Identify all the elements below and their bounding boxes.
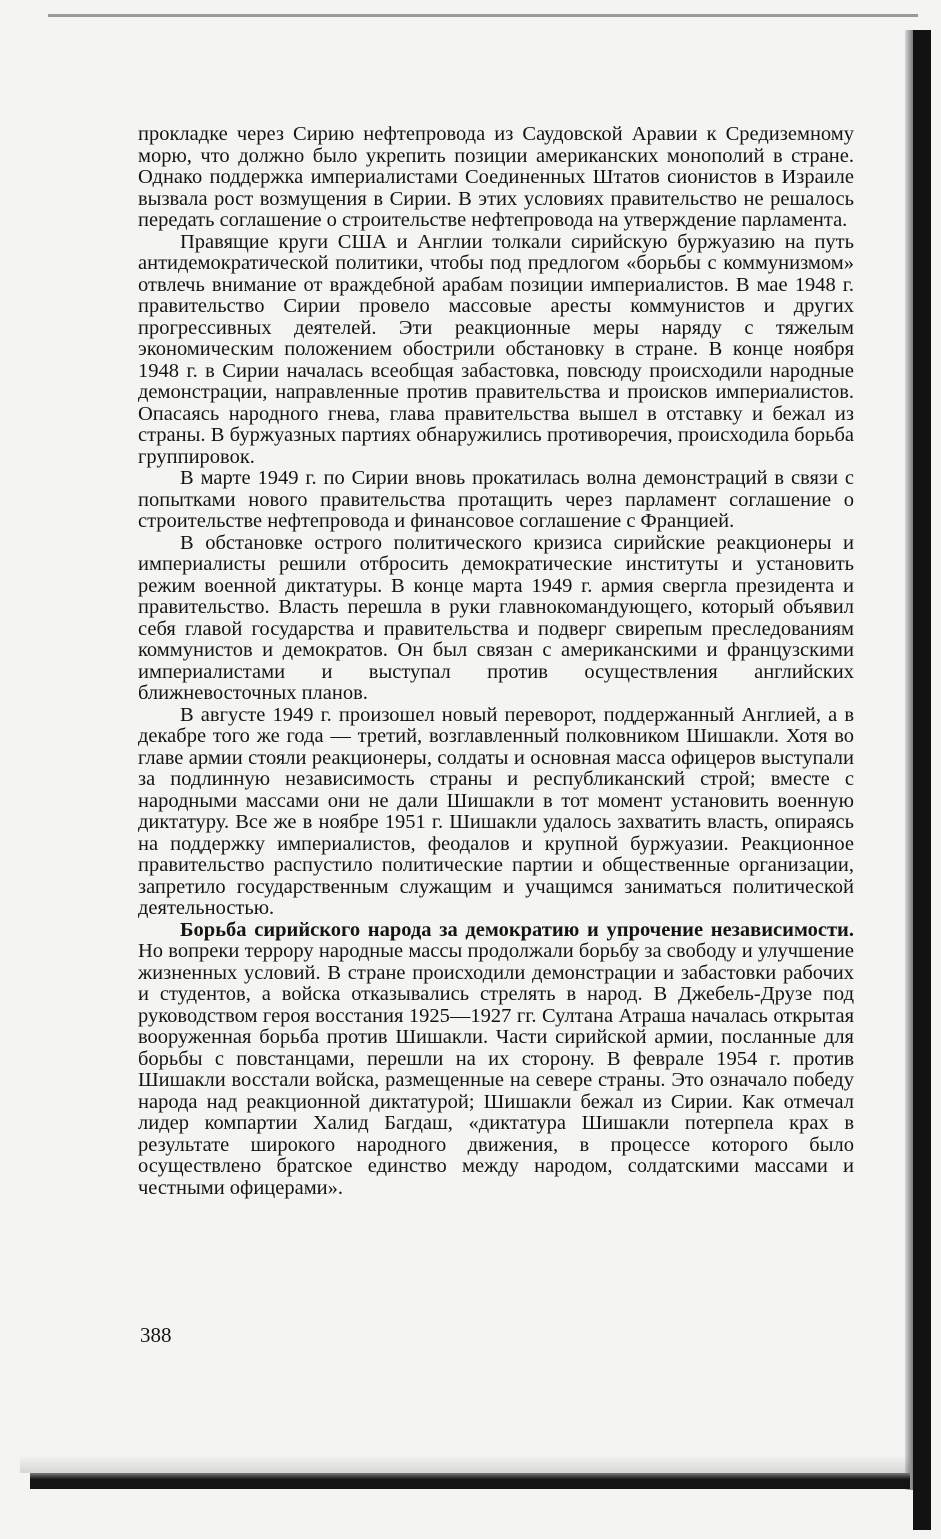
section-heading: Борьба сирийского народа за демократию и упрочение независимости. (180, 918, 854, 941)
page-bottom-shadow (20, 1455, 910, 1473)
paragraph-military-dictatorship: В обстановке острого политического кризиса сирийские реакционеры и империалисты решили отбросить демократические институты и установить режим военной диктатуры. В конце марта 1949 г. армия свергла президента и правительство. Власть перешла в руки главнокомандующего, который объявил себя главой государства и правительства и подверг свирепым преследованиям коммунистов и демократов. Он был связан с американскими и французскими империалистами и выступал против осуществления английских ближневосточных планов. (138, 531, 854, 704)
paragraph-usa-england-policy: Правящие круги США и Англии толкали сирийскую буржуазию на путь антидемократической политики, чтобы под предлогом «борьбы с коммунизмом» отвлечь внимание от враждебной арабам позиции империалистов. В мае 1948 г. правительство Сирии провело массовые аресты коммунистов и других прогрессивных деятелей. Эти реакционные меры наряду с тяжелым экономическим положением обострили обстановку в стране. В конце ноября 1948 г. в Сирии началась всеобщая забастовка, повсюду происходили народные демонстрации, направленные против правительства и происков империалистов. Опасаясь народного гнева, глава правительства вышел в отставку и бежал из страны. В буржуазных партиях обнаружились противоречия, происходила борьба группировок. (138, 230, 854, 468)
page-right-gutter (905, 30, 913, 1490)
paragraph-continuation: прокладке через Сирию нефтепровода из Саудовской Аравии к Средиземному морю, что должно было укрепить позиции американских монополий в стране. Однако поддержка империалистами Соединенных Штатов сионистов в Израиле вызвала рост возмущения в Сирии. В этих условиях правительство не решалось передать соглашение о строительстве нефтепровода на утверждение парламента. (138, 123, 854, 231)
paragraph-march-1949-demonstrations: В марте 1949 г. по Сирии вновь прокатилась волна демонстраций в связи с попытками нового правительства протащить через парламент соглашение о строительстве нефтепровода и финансовое соглашение с Францией. (138, 467, 854, 532)
paragraph-shishakli-coups: В августе 1949 г. произошел новый переворот, поддержанный Англией, а в декабре того же года — третий, возглавленный полковником Шишакли. Хотя во главе армии стояли реакционеры, солдаты и основная масса офицеров выступали за подлинную независимость страны и республиканский строй; вместе с народными массами они не дали Шишакли в тот момент установить военную диктатуру. Все же в ноябре 1951 г. Шишакли удалось захватить власть, опираясь на поддержку империалистов, феодалов и крупной буржуазии. Реакционное правительство распустило политические партии и общественные организации, запретило государственным служащим и учащимся заниматься политической деятельностью. (138, 703, 854, 919)
page-top-edge (48, 14, 918, 17)
page-right-edge (913, 30, 931, 1530)
body-text (138, 124, 854, 1199)
page-number: 388 (140, 1323, 172, 1347)
page-bottom-edge (30, 1473, 910, 1489)
paragraph-struggle-for-democracy (138, 920, 854, 1200)
section-text: Но вопреки террору народные массы продолжали борьбу за свободу и улучшение жизненных условий. В стране происходили демонстрации и забастовки рабочих и студентов, а войска отказывались стрелять в народ. В Джебель-Друзе под руководством героя восстания 1925—1927 гг. Султана Атраша началась открытая вооруженная борьба против Шишакли. Части сирийской армии, посланные для борьбы с повстанцами, перешли на их сторону. В феврале 1954 г. против Шишакли восстали войска, размещенные на севере страны. Это означало победу народа над реакционной диктатурой; Шишакли бежал из Сирии. Как отмечал лидер компартии Халид Багдаш, «диктатура Шишакли потерпела крах в результате широкого народного движения, в процессе которого было осуществлено братское единство между народом, солдатскими массами и честными офицерами». (138, 940, 854, 1199)
